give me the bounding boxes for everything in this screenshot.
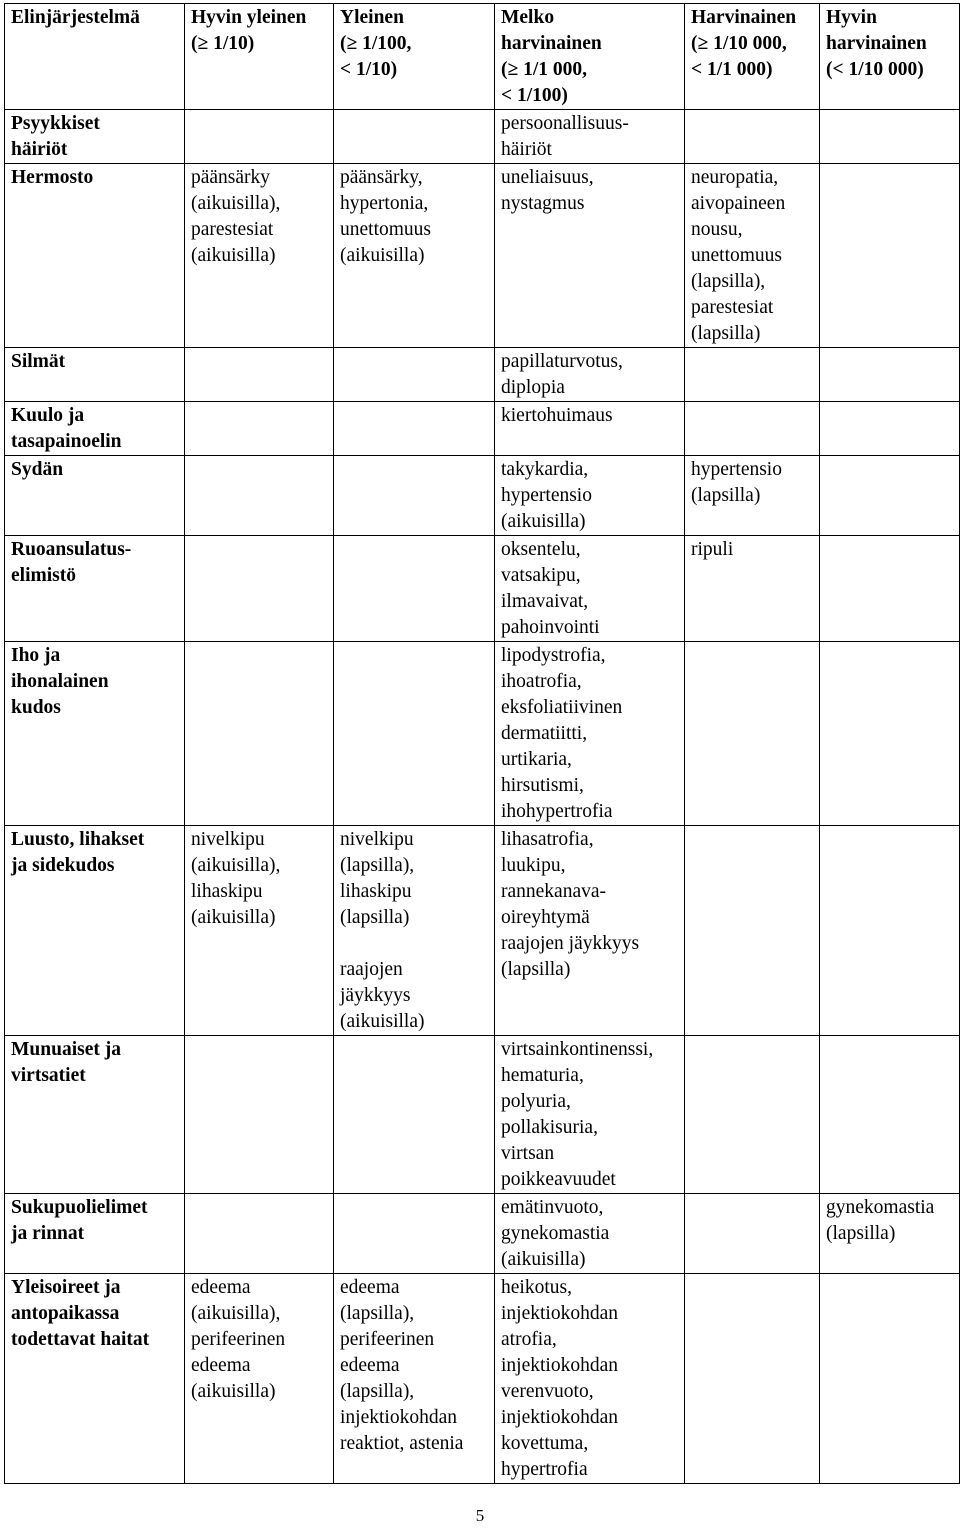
very-rare-cell [820,1036,960,1194]
rare-cell: hypertensio (lapsilla) [685,456,820,536]
common-cell [334,536,495,642]
table-row [5,642,960,826]
common-cell [334,110,495,164]
common-cell: päänsärky, hypertonia, unettomuus (aikuisilla) [334,164,495,348]
rare-cell [685,110,820,164]
rare-cell [685,642,820,826]
table-row [5,1194,960,1274]
uncommon-cell: oksentelu, vatsakipu, ilmavaivat, pahoinvointi [495,536,685,642]
header-common: Yleinen (≥ 1/100, < 1/10) [334,4,495,110]
very-rare-cell [820,826,960,1036]
organ-system-cell: Sydän [5,456,185,536]
rare-cell [685,1194,820,1274]
table-row [5,110,960,164]
very-rare-cell [820,1274,960,1484]
uncommon-cell: lihasatrofia, luukipu, rannekanava- oireyhtymä raajojen jäykkyys (lapsilla) [495,826,685,1036]
common-cell [334,1036,495,1194]
very-rare-cell [820,110,960,164]
rare-cell: neuropatia, aivopaineen nousu, unettomuus (lapsilla), parestesiat (lapsilla) [685,164,820,348]
common-cell [334,402,495,456]
organ-system-cell: Yleisoireet ja antopaikassa todettavat haitat [5,1274,185,1484]
uncommon-cell: virtsainkontinenssi, hematuria, polyuria, pollakisuria, virtsan poikkeavuudet [495,1036,685,1194]
header-very-rare: Hyvin harvinainen (< 1/10 000) [820,4,960,110]
very-common-cell: nivelkipu (aikuisilla), lihaskipu (aikuisilla) [185,826,334,1036]
header-uncommon: Melko harvinainen (≥ 1/1 000, < 1/100) [495,4,685,110]
very-rare-cell [820,536,960,642]
uncommon-cell: kiertohuimaus [495,402,685,456]
very-common-cell: edeema (aikuisilla), perifeerinen edeema (aikuisilla) [185,1274,334,1484]
header-row [5,4,960,110]
very-common-cell [185,456,334,536]
common-cell: nivelkipu (lapsilla), lihaskipu (lapsilla) raajojen jäykkyys (aikuisilla) [334,826,495,1036]
common-cell [334,642,495,826]
uncommon-cell: persoonallisuus- häiriöt [495,110,685,164]
organ-system-cell: Ruoansulatus- elimistö [5,536,185,642]
very-rare-cell [820,642,960,826]
uncommon-cell: emätinvuoto, gynekomastia (aikuisilla) [495,1194,685,1274]
table-row [5,164,960,348]
common-cell [334,348,495,402]
organ-system-cell: Kuulo ja tasapainoelin [5,402,185,456]
very-common-cell [185,402,334,456]
organ-system-cell: Silmät [5,348,185,402]
very-rare-cell [820,456,960,536]
header-organ-system: Elinjärjestelmä [5,4,185,110]
very-rare-cell [820,348,960,402]
rare-cell [685,402,820,456]
page-number: 5 [475,1506,485,1525]
table-row [5,1036,960,1194]
adverse-reactions-table [4,3,960,1484]
table-row [5,348,960,402]
uncommon-cell: papillaturvotus, diplopia [495,348,685,402]
organ-system-cell: Sukupuolielimet ja rinnat [5,1194,185,1274]
very-common-cell [185,536,334,642]
very-common-cell [185,1194,334,1274]
table-row [5,1274,960,1484]
very-common-cell [185,348,334,402]
header-very-common: Hyvin yleinen (≥ 1/10) [185,4,334,110]
table-row [5,402,960,456]
organ-system-cell: Psyykkiset häiriöt [5,110,185,164]
uncommon-cell: lipodystrofia, ihoatrofia, eksfoliatiivinen dermatiitti, urtikaria, hirsutismi, ihohypertrofia [495,642,685,826]
very-common-cell: päänsärky (aikuisilla), parestesiat (aikuisilla) [185,164,334,348]
rare-cell [685,348,820,402]
rare-cell [685,1036,820,1194]
common-cell [334,456,495,536]
organ-system-cell: Munuaiset ja virtsatiet [5,1036,185,1194]
very-common-cell [185,642,334,826]
rare-cell [685,1274,820,1484]
header-rare: Harvinainen (≥ 1/10 000, < 1/1 000) [685,4,820,110]
table-row [5,826,960,1036]
organ-system-cell: Luusto, lihakset ja sidekudos [5,826,185,1036]
table-row [5,456,960,536]
uncommon-cell: uneliaisuus, nystagmus [495,164,685,348]
common-cell [334,1194,495,1274]
rare-cell: ripuli [685,536,820,642]
very-common-cell [185,1036,334,1194]
uncommon-cell: takykardia, hypertensio (aikuisilla) [495,456,685,536]
table-row [5,536,960,642]
rare-cell [685,826,820,1036]
very-common-cell [185,110,334,164]
common-cell: edeema (lapsilla), perifeerinen edeema (lapsilla), injektiokohdan reaktiot, astenia [334,1274,495,1484]
uncommon-cell: heikotus, injektiokohdan atrofia, injektiokohdan verenvuoto, injektiokohdan kovettuma, hypertrofia [495,1274,685,1484]
organ-system-cell: Hermosto [5,164,185,348]
very-rare-cell [820,402,960,456]
very-rare-cell [820,164,960,348]
very-rare-cell: gynekomastia (lapsilla) [820,1194,960,1274]
organ-system-cell: Iho ja ihonalainen kudos [5,642,185,826]
